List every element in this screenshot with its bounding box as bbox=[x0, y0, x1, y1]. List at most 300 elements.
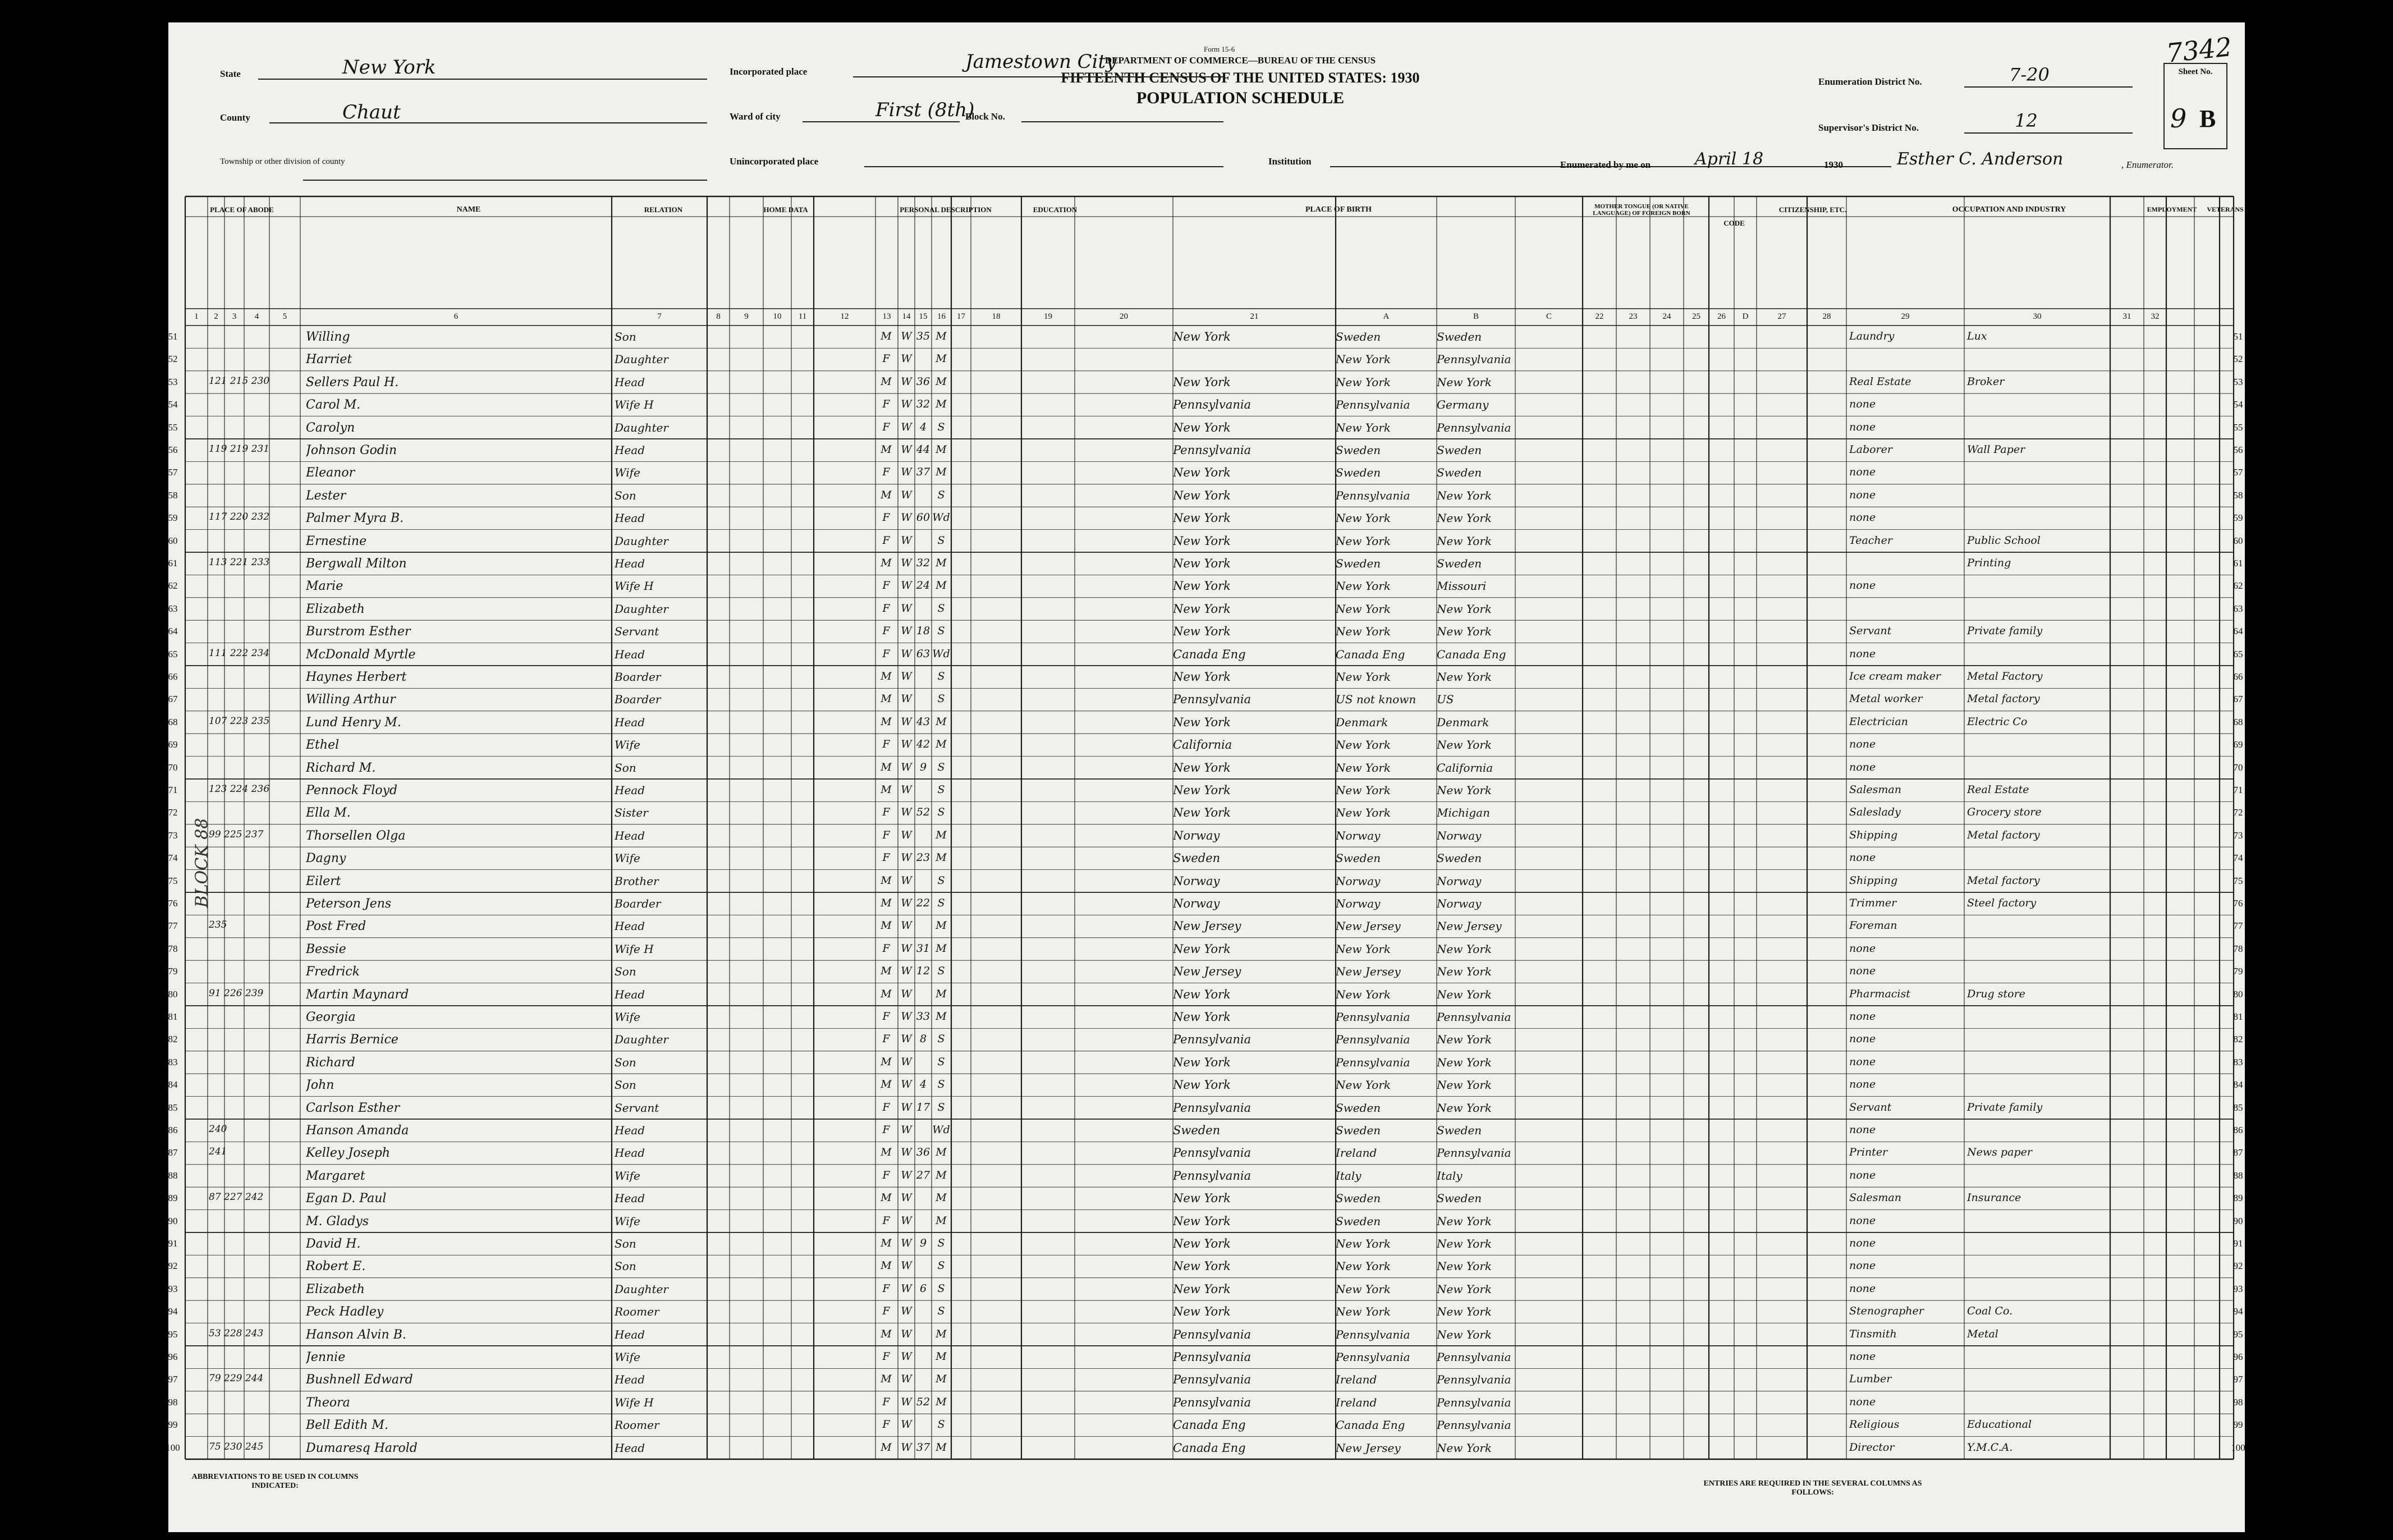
row-number: 81 bbox=[2233, 1011, 2243, 1022]
occupation: Religious bbox=[1849, 1418, 1900, 1431]
birthplace: Canada Eng bbox=[1173, 1418, 1246, 1432]
race: W bbox=[901, 1395, 912, 1408]
father-birthplace: Sweden bbox=[1336, 851, 1381, 865]
father-birthplace: Sweden bbox=[1336, 1101, 1381, 1115]
race: W bbox=[901, 693, 912, 705]
sex: M bbox=[881, 375, 892, 388]
sex: M bbox=[881, 443, 892, 456]
relation: Wife H bbox=[615, 942, 654, 956]
block-label: Block No. bbox=[965, 111, 1005, 122]
occupation: Laborer bbox=[1849, 443, 1892, 456]
sex: M bbox=[881, 1078, 892, 1091]
row-number: 83 bbox=[168, 1056, 178, 1067]
state-value: New York bbox=[342, 56, 436, 79]
race: W bbox=[901, 557, 912, 569]
industry: Metal Factory bbox=[1967, 670, 2043, 682]
column-number: 30 bbox=[2033, 312, 2042, 321]
mother-birthplace: New York bbox=[1437, 1282, 1492, 1296]
occupation: none bbox=[1849, 1033, 1876, 1046]
column-number: 3 bbox=[232, 312, 237, 321]
age: 52 bbox=[916, 1395, 930, 1408]
column-number: 11 bbox=[798, 312, 807, 321]
father-birthplace: New York bbox=[1336, 420, 1391, 434]
industry: Drug store bbox=[1967, 987, 2025, 1000]
row-number: 78 bbox=[2233, 943, 2243, 954]
occupation: Servant bbox=[1849, 625, 1892, 638]
race: W bbox=[901, 1124, 912, 1136]
birthplace: New York bbox=[1173, 375, 1231, 389]
race: W bbox=[901, 1237, 912, 1249]
person-name: Haynes Herbert bbox=[306, 670, 407, 684]
enumerator-name: Esther C. Anderson bbox=[1897, 149, 2064, 169]
relation: Head bbox=[615, 783, 645, 797]
marital-status: M bbox=[936, 1191, 947, 1204]
sex: F bbox=[882, 511, 890, 524]
industry: Insurance bbox=[1967, 1191, 2021, 1204]
sex: F bbox=[882, 625, 890, 638]
group-veterans: VETERANS bbox=[2207, 205, 2244, 213]
column-number: 18 bbox=[992, 312, 1001, 321]
column-number: 6 bbox=[453, 312, 459, 321]
relation: Son bbox=[615, 1055, 636, 1069]
father-birthplace: New York bbox=[1336, 1237, 1391, 1250]
race: W bbox=[901, 1010, 912, 1023]
row-number: 69 bbox=[2233, 739, 2243, 750]
relation: Wife bbox=[615, 1010, 640, 1024]
row-number: 67 bbox=[168, 694, 178, 705]
row-number: 75 bbox=[168, 875, 178, 886]
row-number: 60 bbox=[168, 535, 178, 546]
marital-status: M bbox=[936, 738, 947, 751]
row-number: 59 bbox=[2233, 512, 2243, 524]
relation: Son bbox=[615, 1259, 636, 1273]
mother-birthplace: Italy bbox=[1437, 1168, 1463, 1182]
marital-status: S bbox=[937, 420, 945, 433]
row-number: 61 bbox=[168, 558, 178, 569]
relation: Head bbox=[615, 987, 645, 1001]
relation: Wife H bbox=[615, 579, 654, 593]
row-number: 88 bbox=[168, 1170, 178, 1181]
person-name: Marie bbox=[306, 579, 343, 594]
person-name: Carolyn bbox=[306, 420, 355, 435]
marital-status: M bbox=[936, 557, 947, 569]
occupation: Real Estate bbox=[1849, 375, 1911, 388]
father-birthplace: Norway bbox=[1336, 897, 1381, 910]
mother-birthplace: Canada Eng bbox=[1437, 647, 1506, 661]
county-label: County bbox=[220, 112, 250, 123]
row-number: 92 bbox=[168, 1261, 178, 1272]
mother-birthplace: Missouri bbox=[1437, 579, 1487, 593]
birthplace: New York bbox=[1173, 1214, 1231, 1228]
mother-birthplace: Pennsylvania bbox=[1437, 1010, 1511, 1024]
race: W bbox=[901, 1373, 912, 1386]
column-number: 31 bbox=[2122, 312, 2131, 321]
father-birthplace: Ireland bbox=[1336, 1373, 1377, 1387]
marital-status: S bbox=[937, 1078, 945, 1091]
occupation: none bbox=[1849, 647, 1876, 660]
person-name: Martin Maynard bbox=[306, 987, 409, 1002]
age: 43 bbox=[916, 715, 930, 728]
row-number: 68 bbox=[2233, 716, 2243, 727]
relation: Roomer bbox=[615, 1305, 659, 1319]
relation: Daughter bbox=[615, 1033, 668, 1047]
occupation: Teacher bbox=[1849, 534, 1892, 547]
mother-birthplace: New York bbox=[1437, 488, 1492, 502]
row-number: 54 bbox=[2233, 399, 2243, 410]
father-birthplace: New Jersey bbox=[1336, 919, 1401, 933]
race: W bbox=[901, 1327, 912, 1340]
birthplace: Pennsylvania bbox=[1173, 693, 1251, 707]
row-number: 79 bbox=[2233, 966, 2243, 977]
marital-status: S bbox=[937, 1259, 945, 1272]
occupation: none bbox=[1849, 738, 1876, 751]
mother-birthplace: Norway bbox=[1437, 828, 1482, 842]
age: 22 bbox=[916, 897, 930, 909]
mother-birthplace: New York bbox=[1437, 987, 1492, 1001]
person-name: Kelley Joseph bbox=[306, 1146, 391, 1161]
industry: Metal factory bbox=[1967, 828, 2040, 841]
mother-birthplace: New York bbox=[1437, 965, 1492, 979]
marital-status: M bbox=[936, 715, 947, 728]
age: 8 bbox=[919, 1033, 927, 1046]
person-name: Ernestine bbox=[306, 534, 367, 548]
row-number: 78 bbox=[168, 943, 178, 954]
marital-status: S bbox=[937, 488, 945, 501]
sex: M bbox=[881, 715, 892, 728]
father-birthplace: New York bbox=[1336, 1259, 1391, 1273]
industry: Lux bbox=[1967, 330, 1987, 342]
row-number: 77 bbox=[168, 920, 178, 932]
father-birthplace: Pennsylvania bbox=[1336, 488, 1410, 502]
row-number: 52 bbox=[168, 354, 178, 365]
relation: Wife H bbox=[615, 398, 654, 412]
race: W bbox=[901, 874, 912, 887]
relation: Son bbox=[615, 1237, 636, 1250]
sex: M bbox=[881, 670, 892, 682]
person-name: Willing bbox=[306, 330, 350, 344]
age: 36 bbox=[916, 1146, 930, 1159]
mother-birthplace: Sweden bbox=[1437, 466, 1482, 480]
group-mother-tongue: MOTHER TONGUE (OR NATIVE LANGUAGE) OF FOREIGN BORN bbox=[1593, 203, 1690, 217]
dwelling-numbers: 117 220 232 bbox=[209, 511, 270, 523]
sex: M bbox=[881, 1191, 892, 1204]
row-number: 75 bbox=[2233, 875, 2243, 886]
birthplace: New York bbox=[1173, 534, 1231, 548]
birthplace: New York bbox=[1173, 602, 1231, 616]
group-education: EDUCATION bbox=[1033, 205, 1078, 214]
row-number: 90 bbox=[168, 1215, 178, 1226]
father-birthplace: New York bbox=[1336, 942, 1391, 956]
age: 35 bbox=[916, 330, 930, 342]
father-birthplace: Canada Eng bbox=[1336, 647, 1405, 661]
person-name: Carol M. bbox=[306, 398, 361, 412]
column-number: 29 bbox=[1901, 312, 1910, 321]
sex: F bbox=[882, 942, 890, 955]
marital-status: Wd bbox=[932, 1124, 950, 1136]
column-number: 5 bbox=[282, 312, 287, 321]
industry: Metal factory bbox=[1967, 874, 2040, 887]
birthplace: New York bbox=[1173, 1055, 1231, 1069]
occupation: none bbox=[1849, 1078, 1876, 1091]
birthplace: New York bbox=[1173, 987, 1231, 1001]
occupation: Salesman bbox=[1849, 1191, 1901, 1204]
occupation: Ice cream maker bbox=[1849, 670, 1941, 682]
race: W bbox=[901, 919, 912, 932]
person-name: David H. bbox=[306, 1237, 361, 1251]
father-birthplace: Pennsylvania bbox=[1336, 398, 1410, 412]
person-name: Bell Edith M. bbox=[306, 1418, 388, 1433]
dwelling-numbers: 87 227 242 bbox=[209, 1191, 264, 1203]
person-name: Peterson Jens bbox=[306, 897, 392, 911]
person-name: Elizabeth bbox=[306, 1282, 365, 1296]
age: 60 bbox=[916, 511, 930, 524]
mother-birthplace: New York bbox=[1437, 670, 1492, 684]
person-name: Bushnell Edward bbox=[306, 1373, 413, 1387]
mother-birthplace: New York bbox=[1437, 1101, 1492, 1115]
column-number: 9 bbox=[744, 312, 749, 321]
dwelling-numbers: 119 219 231 bbox=[209, 443, 270, 455]
occupation: none bbox=[1849, 488, 1876, 501]
sex: F bbox=[882, 1214, 890, 1227]
birthplace: New York bbox=[1173, 1010, 1231, 1024]
group-code: CODE bbox=[1723, 219, 1745, 227]
sex: F bbox=[882, 602, 890, 615]
relation: Wife bbox=[615, 1350, 640, 1364]
relation: Head bbox=[615, 1146, 645, 1160]
race: W bbox=[901, 760, 912, 773]
marital-status: S bbox=[937, 625, 945, 638]
race: W bbox=[901, 1101, 912, 1113]
occupation: none bbox=[1849, 965, 1876, 978]
marital-status: S bbox=[937, 670, 945, 682]
person-name: Eleanor bbox=[306, 466, 355, 480]
birthplace: New York bbox=[1173, 330, 1231, 343]
birthplace: Pennsylvania bbox=[1173, 1373, 1251, 1387]
industry: Steel factory bbox=[1967, 897, 2037, 909]
mother-birthplace: New York bbox=[1437, 783, 1492, 797]
marital-status: S bbox=[937, 1033, 945, 1046]
race: W bbox=[901, 443, 912, 456]
mother-birthplace: New York bbox=[1437, 1327, 1492, 1341]
department-title: DEPARTMENT OF COMMERCE—BUREAU OF THE CENSUS bbox=[1104, 55, 1376, 66]
relation: Head bbox=[615, 443, 645, 457]
person-name: Egan D. Paul bbox=[306, 1191, 387, 1206]
row-number: 82 bbox=[168, 1034, 178, 1045]
father-birthplace: New York bbox=[1336, 602, 1391, 616]
age: 33 bbox=[916, 1010, 930, 1023]
dwelling-numbers: 240 bbox=[209, 1124, 227, 1135]
column-number: A bbox=[1383, 312, 1390, 321]
person-name: Hanson Alvin B. bbox=[306, 1327, 406, 1342]
entries-note: ENTRIES ARE REQUIRED IN THE SEVERAL COLUMNS AS FOLLOWS: bbox=[1703, 1479, 1922, 1497]
father-birthplace: New York bbox=[1336, 670, 1391, 684]
relation: Wife H bbox=[615, 1395, 654, 1409]
group-relation: RELATION bbox=[644, 205, 683, 214]
row-number: 87 bbox=[168, 1147, 178, 1158]
industry: Grocery store bbox=[1967, 806, 2042, 819]
row-number: 59 bbox=[168, 512, 178, 524]
marital-status: S bbox=[937, 783, 945, 796]
age: 24 bbox=[916, 579, 930, 592]
person-name: Ella M. bbox=[306, 806, 351, 821]
dwelling-numbers: 79 229 244 bbox=[209, 1373, 264, 1385]
row-number: 82 bbox=[2233, 1034, 2243, 1045]
stamp-number: 7342 bbox=[2165, 31, 2234, 68]
dwelling-numbers: 107 223 235 bbox=[209, 715, 270, 727]
row-number: 98 bbox=[2233, 1396, 2243, 1408]
sex: M bbox=[881, 1441, 892, 1454]
father-birthplace: New York bbox=[1336, 806, 1391, 820]
relation: Son bbox=[615, 330, 636, 343]
occupation: none bbox=[1849, 1124, 1876, 1136]
row-number: 53 bbox=[168, 376, 178, 387]
father-birthplace: New York bbox=[1336, 738, 1391, 752]
father-birthplace: Sweden bbox=[1336, 330, 1381, 343]
mother-birthplace: Germany bbox=[1437, 398, 1489, 412]
sex: F bbox=[882, 534, 890, 547]
row-number: 74 bbox=[168, 852, 178, 864]
row-number: 93 bbox=[2233, 1283, 2243, 1294]
birthplace: New York bbox=[1173, 1259, 1231, 1273]
marital-status: S bbox=[937, 965, 945, 978]
race: W bbox=[901, 715, 912, 728]
row-number: 68 bbox=[168, 716, 178, 727]
relation: Son bbox=[615, 488, 636, 502]
race: W bbox=[901, 466, 912, 479]
age: 32 bbox=[916, 398, 930, 411]
marital-status: S bbox=[937, 1101, 945, 1113]
sex: F bbox=[882, 828, 890, 841]
marital-status: S bbox=[937, 534, 945, 547]
column-number: 8 bbox=[716, 312, 721, 321]
mother-birthplace: New York bbox=[1437, 738, 1492, 752]
race: W bbox=[901, 375, 912, 388]
sex: F bbox=[882, 1350, 890, 1363]
person-name: Burstrom Esther bbox=[306, 625, 411, 639]
occupation: none bbox=[1849, 1282, 1876, 1295]
person-name: M. Gladys bbox=[306, 1214, 369, 1229]
person-name: Elizabeth bbox=[306, 602, 365, 616]
relation: Head bbox=[615, 1191, 645, 1206]
mother-birthplace: Sweden bbox=[1437, 851, 1482, 865]
sex: M bbox=[881, 1146, 892, 1159]
person-name: Hanson Amanda bbox=[306, 1124, 409, 1138]
sex: F bbox=[882, 1101, 890, 1113]
row-number: 93 bbox=[168, 1283, 178, 1294]
marital-status: M bbox=[936, 1327, 947, 1340]
age: 27 bbox=[916, 1168, 930, 1181]
row-number: 66 bbox=[168, 671, 178, 682]
father-birthplace: Pennsylvania bbox=[1336, 1055, 1410, 1069]
sex: F bbox=[882, 1282, 890, 1295]
column-number: 26 bbox=[1717, 312, 1726, 321]
mother-birthplace: New York bbox=[1437, 1259, 1492, 1273]
race: W bbox=[901, 1305, 912, 1318]
occupation: none bbox=[1849, 1237, 1876, 1249]
sex: M bbox=[881, 1373, 892, 1386]
mother-birthplace: Norway bbox=[1437, 897, 1482, 910]
birthplace: Pennsylvania bbox=[1173, 398, 1251, 412]
column-number: 15 bbox=[919, 312, 928, 321]
row-number: 67 bbox=[2233, 694, 2243, 705]
occupation: none bbox=[1849, 1168, 1876, 1181]
occupation: Pharmacist bbox=[1849, 987, 1910, 1000]
column-number: 13 bbox=[882, 312, 891, 321]
birthplace: New York bbox=[1173, 783, 1231, 797]
relation: Boarder bbox=[615, 897, 661, 910]
person-name: Bergwall Milton bbox=[306, 557, 407, 571]
mother-birthplace: New York bbox=[1437, 625, 1492, 639]
father-birthplace: New York bbox=[1336, 783, 1391, 797]
column-number: 1 bbox=[194, 312, 199, 321]
supervisor-value: 12 bbox=[2015, 110, 2038, 131]
sex: M bbox=[881, 1259, 892, 1272]
race: W bbox=[901, 828, 912, 841]
mother-birthplace: Pennsylvania bbox=[1437, 1146, 1511, 1160]
race: W bbox=[901, 1146, 912, 1159]
birthplace: New York bbox=[1173, 511, 1231, 525]
age: 63 bbox=[916, 647, 930, 660]
marital-status: M bbox=[936, 942, 947, 955]
column-number: 10 bbox=[773, 312, 782, 321]
row-number: 54 bbox=[168, 399, 178, 410]
birthplace: New York bbox=[1173, 1237, 1231, 1250]
age: 31 bbox=[916, 942, 930, 955]
column-number: 17 bbox=[957, 312, 965, 321]
sex: M bbox=[881, 1327, 892, 1340]
dwelling-numbers: 123 224 236 bbox=[209, 783, 270, 795]
person-name: Fredrick bbox=[306, 965, 360, 979]
form-number: Form 15-6 bbox=[1204, 45, 1235, 53]
relation: Son bbox=[615, 965, 636, 979]
column-number: C bbox=[1546, 312, 1552, 321]
birthplace: Pennsylvania bbox=[1173, 1350, 1251, 1364]
sex: M bbox=[881, 987, 892, 1000]
column-number: 20 bbox=[1120, 312, 1128, 321]
father-birthplace: New York bbox=[1336, 511, 1391, 525]
age: 37 bbox=[916, 466, 930, 479]
mother-birthplace: Sweden bbox=[1437, 1191, 1482, 1206]
relation: Daughter bbox=[615, 1282, 668, 1296]
mother-birthplace: Pennsylvania bbox=[1437, 1373, 1511, 1387]
father-birthplace: New York bbox=[1336, 760, 1391, 774]
column-number: 23 bbox=[1629, 312, 1638, 321]
age: 4 bbox=[919, 1078, 927, 1091]
marital-status: Wd bbox=[932, 647, 950, 660]
column-number: 21 bbox=[1250, 312, 1259, 321]
marital-status: M bbox=[936, 1373, 947, 1386]
race: W bbox=[901, 352, 912, 365]
relation: Son bbox=[615, 1078, 636, 1092]
row-number: 100 bbox=[166, 1442, 180, 1453]
father-birthplace: New York bbox=[1336, 625, 1391, 639]
supervisor-label: Supervisor's District No. bbox=[1818, 122, 1919, 133]
birthplace: New York bbox=[1173, 579, 1231, 593]
row-number: 85 bbox=[2233, 1102, 2243, 1113]
group-name: NAME bbox=[456, 205, 481, 214]
race: W bbox=[901, 420, 912, 433]
row-number: 80 bbox=[2233, 988, 2243, 1000]
row-number: 92 bbox=[2233, 1261, 2243, 1272]
race: W bbox=[901, 647, 912, 660]
row-number: 73 bbox=[168, 829, 178, 841]
occupation: Tinsmith bbox=[1849, 1327, 1897, 1340]
row-number: 61 bbox=[2233, 558, 2243, 569]
column-number: 4 bbox=[254, 312, 259, 321]
dwelling-numbers: 121 215 230 bbox=[209, 375, 270, 387]
group-place-of-abode: PLACE OF ABODE bbox=[210, 205, 274, 214]
relation: Head bbox=[615, 647, 645, 661]
